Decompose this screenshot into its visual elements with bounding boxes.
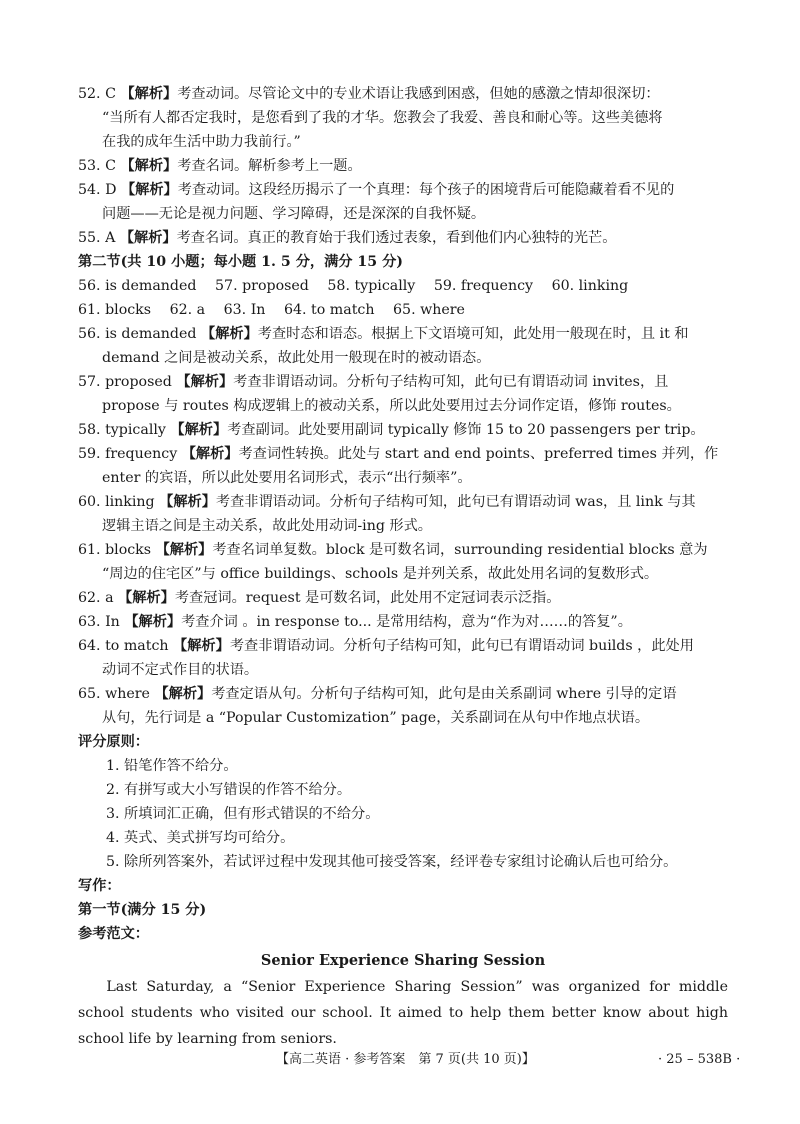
answer-number: 58. typically <box>78 422 166 438</box>
essay-title: Senior Experience Sharing Session <box>260 952 546 969</box>
analysis-tag: 【解析】 <box>124 614 182 630</box>
essay-paragraph <box>78 974 728 1052</box>
analysis-text: 考查非谓语动词。分析句子结构可知，此句已有谓语动词 invites，且 <box>233 374 669 390</box>
analysis-tag: 【解析】 <box>159 494 216 510</box>
answer-number: 57. proposed <box>78 374 172 390</box>
analysis-text: 考查动词。这段经历揭示了一个真理：每个孩子的困境背后可能隐藏着看不见的 <box>177 182 675 198</box>
writing-section-heading: 第一节(满分 15 分) <box>78 902 207 918</box>
analysis-text: 在我的成年生活中助力我前行。” <box>102 134 301 150</box>
scoring-heading: 评分原则： <box>78 734 149 750</box>
analysis-tag: 【解析】 <box>120 86 178 102</box>
answer-number: 62. a <box>78 590 114 606</box>
scoring-rule: 3. 所填词汇正确，但有形式错误的不给分。 <box>106 806 380 822</box>
explanation-57 <box>78 370 728 418</box>
answer-item-52 <box>78 82 728 154</box>
answer-key: 61. blocks <box>78 302 152 318</box>
analysis-text: enter 的宾语，所以此处要用名词形式，表示“出行频率”。 <box>102 470 472 486</box>
answer-key: 59. frequency <box>433 278 534 294</box>
answer-page <box>78 82 728 1052</box>
analysis-text: demand 之间是被动关系，故此处用一般现在时的被动语态。 <box>102 350 491 366</box>
answer-key: 56. is demanded <box>78 278 197 294</box>
analysis-text: “当所有人都否定我时，是您看到了我的才华。您教会了我爱、善良和耐心等。这些美德将 <box>102 110 663 126</box>
analysis-tag: 【解析】 <box>119 230 177 246</box>
analysis-tag: 【解析】 <box>120 158 178 174</box>
answer-number: 59. frequency <box>78 446 178 462</box>
answer-number: 54. D <box>78 182 117 198</box>
analysis-tag: 【解析】 <box>170 422 228 438</box>
explanation-62 <box>78 586 728 610</box>
analysis-text: 考查时态和语态。根据上下文语境可知，此处用一般现在时，且 it 和 <box>257 326 689 342</box>
explanation-64 <box>78 634 728 682</box>
explanation-61 <box>78 538 728 586</box>
analysis-text: 考查动词。尽管论文中的专业术语让我感到困惑，但她的感激之情却很深切： <box>177 86 660 102</box>
essay-line: Last Saturday, a “Senior Experience Sharing Session” was organized for middle school <box>78 979 728 1021</box>
answer-number: 65. where <box>78 686 150 702</box>
analysis-text: 逻辑主语之间是主动关系，故此处用动词-ing 形式。 <box>102 518 432 534</box>
analysis-text: 考查名词。真正的教育始于我们透过表象，看到他们内心独特的光芒。 <box>176 230 617 246</box>
explanation-56 <box>78 322 728 370</box>
analysis-text: 考查副词。此处要用副词 typically 修饰 15 to 20 passengers per trip。 <box>227 422 705 438</box>
explanation-59 <box>78 442 728 490</box>
answer-number: 53. C <box>78 158 116 174</box>
essay-line: learning from seniors. <box>177 1031 337 1047</box>
sample-essay-heading: 参考范文： <box>78 926 149 942</box>
analysis-text: 问题——无论是视力问题、学习障碍，还是深深的自我怀疑。 <box>102 206 486 222</box>
answer-number: 52. C <box>78 86 116 102</box>
answer-item-54 <box>78 178 728 226</box>
analysis-text: propose 与 routes 构成逻辑上的被动关系，所以此处要用过去分词作定语，修饰 routes。 <box>102 398 681 414</box>
analysis-tag: 【解析】 <box>118 590 175 606</box>
explanation-65 <box>78 682 728 730</box>
answer-key-row <box>78 298 728 322</box>
analysis-text: 考查名词单复数。block 是可数名词，surrounding residential blocks 意为 <box>212 542 708 558</box>
analysis-tag: 【解析】 <box>154 686 212 702</box>
answer-key: 62. a <box>169 302 206 318</box>
answer-item-53 <box>78 154 728 178</box>
essay-line: students who visited our school. It aimed to help them better know about high school life by <box>78 1005 728 1047</box>
answer-key: 63. In <box>223 302 266 318</box>
analysis-tag: 【解析】 <box>201 326 258 342</box>
answer-key: 57. proposed <box>215 278 309 294</box>
explanation-60 <box>78 490 728 538</box>
scoring-rule: 1. 铅笔作答不给分。 <box>106 758 238 774</box>
footer-code: · 25 – 538B · <box>658 1052 741 1067</box>
analysis-tag: 【解析】 <box>155 542 213 558</box>
answer-key-row <box>78 274 728 298</box>
answer-number: 61. blocks <box>78 542 152 558</box>
analysis-text: “周边的住宅区”与 office buildings、schools 是并列关系，故此处用名词的复数形式。 <box>102 566 659 582</box>
analysis-text: 考查冠词。request 是可数名词，此处用不定冠词表示泛指。 <box>174 590 561 606</box>
answer-number: 60. linking <box>78 494 155 510</box>
analysis-tag: 【解析】 <box>120 182 178 198</box>
answer-number: 63. In <box>78 614 120 630</box>
answer-number: 64. to match <box>78 638 169 654</box>
analysis-text: 考查介词 。in response to... 是常用结构，意为“作为对……的答复”。 <box>181 614 632 630</box>
explanation-58 <box>78 418 728 442</box>
analysis-text: 考查定语从句。分析句子结构可知，此句是由关系副词 where 引导的定语 <box>211 686 677 702</box>
answer-key: 60. linking <box>551 278 629 294</box>
answer-key: 58. typically <box>327 278 416 294</box>
section-heading: 第二节(共 10 小题；每小题 1. 5 分，满分 15 分) <box>78 254 403 270</box>
writing-heading: 写作： <box>78 878 121 894</box>
answer-key: 65. where <box>393 302 465 318</box>
analysis-text: 考查非谓语动词。分析句子结构可知，此句已有谓语动词 was，且 link 与其 <box>215 494 696 510</box>
answer-key: 64. to match <box>283 302 375 318</box>
analysis-text: 从句，先行词是 a “Popular Customization” page，关系副词在从句中作地点状语。 <box>102 710 650 726</box>
scoring-rule: 2. 有拼写或大小写错误的作答不给分。 <box>106 782 352 798</box>
analysis-text: 考查词性转换。此处与 start and end points、preferred times 并列，作 <box>238 446 719 462</box>
analysis-tag: 【解析】 <box>176 374 234 390</box>
analysis-tag: 【解析】 <box>173 638 230 654</box>
footer-page-info: 【高二英语 · 参考答案 第 7 页(共 10 页)】 <box>276 1052 535 1067</box>
scoring-rule: 5. 除所列答案外，若试评过程中发现其他可接受答案，经评卷专家组讨论确认后也可给分。 <box>106 854 678 870</box>
scoring-rule: 4. 英式、美式拼写均可给分。 <box>106 830 295 846</box>
analysis-text: 考查非谓语动词。分析句子结构可知，此句已有谓语动词 builds ，此处用 <box>229 638 694 654</box>
explanation-63 <box>78 610 728 634</box>
answer-number: 55. A <box>78 230 116 246</box>
answer-item-55 <box>78 226 728 250</box>
analysis-tag: 【解析】 <box>181 446 239 462</box>
analysis-text: 考查名词。解析参考上一题。 <box>177 158 362 174</box>
analysis-text: 动词不定式作目的状语。 <box>102 662 259 678</box>
answer-number: 56. is demanded <box>78 326 197 342</box>
